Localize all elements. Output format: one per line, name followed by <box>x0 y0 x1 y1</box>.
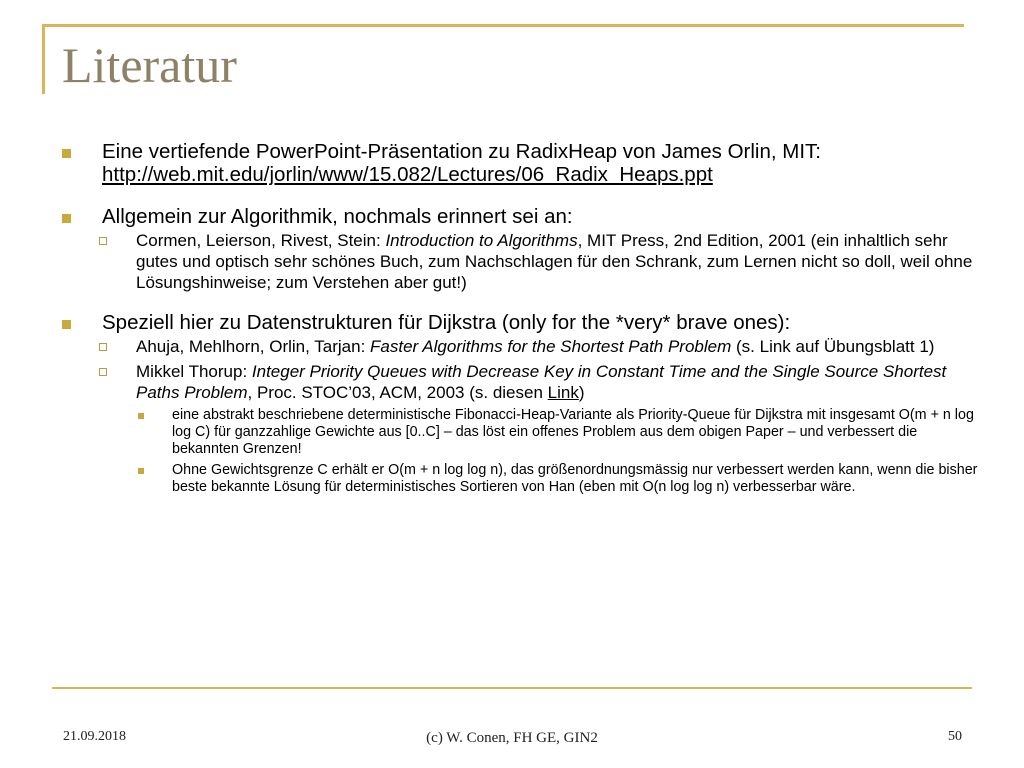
square-bullet-icon <box>62 320 71 329</box>
sub-sub-bullet-1 <box>62 407 982 458</box>
paper-title: Integer Priority Queues with Decrease Key in Constant Time and the Single Source Shortest Paths Problem <box>136 362 947 402</box>
radixheap-link[interactable]: http://web.mit.edu/jorlin/www/15.082/Lectures/06_Radix_Heaps.ppt <box>102 163 713 186</box>
hollow-square-bullet-icon <box>99 343 107 351</box>
sub-bullet-thorup <box>62 361 982 403</box>
detail-text: eine abstrakt beschriebene deterministische Fibonacci-Heap-Variante als Priority-Queue für Dijkstra mit insgesamt O(m + n log log C) für ganzzahlige Gewichte aus [0..C] – das löst ein offenes Problem aus dem obigen Paper – und verbessert die bekannten Grenzen! <box>172 407 974 457</box>
author-text: Cormen, Leierson, Rivest, Stein: <box>136 231 386 250</box>
footer-copyright: (c) W. Conen, FH GE, GIN2 <box>426 730 598 746</box>
square-bullet-icon <box>62 214 71 223</box>
top-rule <box>42 24 964 27</box>
square-bullet-icon <box>62 149 71 158</box>
paper-note-close: ) <box>578 383 585 402</box>
hollow-square-bullet-icon <box>99 368 107 376</box>
thorup-link[interactable]: Link <box>547 383 579 402</box>
author-text: Ahuja, Mehlhorn, Orlin, Tarjan: <box>136 337 371 356</box>
bullet-text: Speziell hier zu Datenstrukturen für Dijkstra (only for the *very* brave ones): <box>102 311 791 334</box>
book-title: Introduction to Algorithms <box>385 231 578 250</box>
author-text: Mikkel Thorup: <box>136 362 252 381</box>
footer-date: 21.09.2018 <box>63 729 126 744</box>
detail-text: Ohne Gewichtsgrenze C erhält er O(m + n log log n), das größenordnungsmässig nur verbessert werden kann, wenn die bisher beste bekannte Lösung für deterministisches Sortieren von Han (eben mit O(n log log n) verbesserbar wäre. <box>172 462 978 495</box>
paper-note: (s. Link auf Übungsblatt 1) <box>731 337 935 356</box>
paper-title: Faster Algorithms for the Shortest Path Problem <box>370 337 732 356</box>
bullet-text: Eine vertiefende PowerPoint-Präsentation zu RadixHeap von James Orlin, MIT: <box>102 140 821 163</box>
sub-bullet-cormen <box>62 230 982 293</box>
footer-page-number: 50 <box>948 729 962 744</box>
slide-title: Literatur <box>62 37 237 93</box>
left-rule <box>42 24 45 94</box>
bullet-text: Allgemein zur Algorithmik, nochmals erinnert sei an: <box>102 205 573 228</box>
sub-sub-bullet-2 <box>62 462 982 496</box>
slide-content <box>62 140 982 496</box>
hollow-square-bullet-icon <box>99 237 107 245</box>
small-square-bullet-icon <box>138 468 144 474</box>
small-square-bullet-icon <box>138 413 144 419</box>
bullet-item-2 <box>62 205 982 228</box>
bullet-item-3 <box>62 311 982 334</box>
book-description: , MIT Press, 2nd Edition, 2001 (ein inhaltlich sehr gutes und optisch sehr schönes Buch, zum Nachschlagen für den Schrank, zum Lernen nicht so doll, weil ohne Lösungshinweise; zum Verstehen aber gut!) <box>136 231 973 292</box>
bullet-item-1 <box>62 140 982 186</box>
sub-bullet-ahuja <box>62 336 982 357</box>
paper-note: , Proc. STOC’03, ACM, 2003 (s. diesen <box>247 383 548 402</box>
bottom-rule <box>52 687 972 689</box>
